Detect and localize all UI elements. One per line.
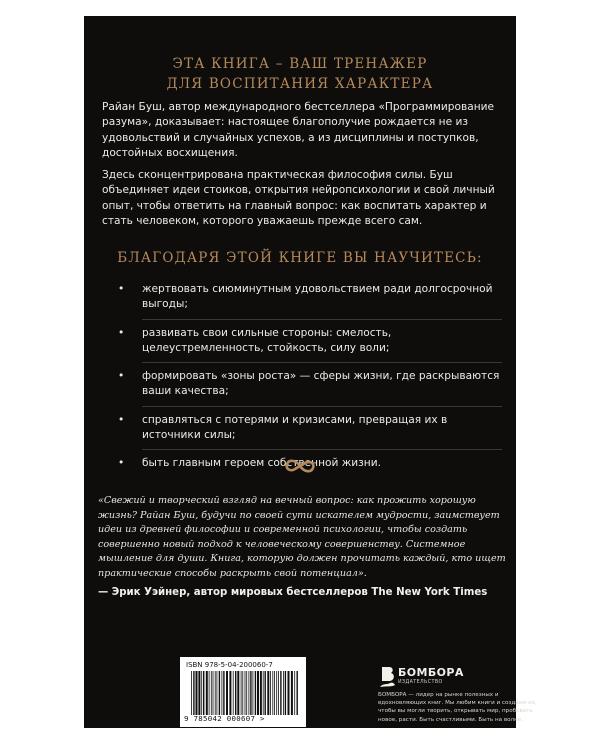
barcode-stripe: [253, 671, 254, 715]
heading-line-1: ЭТА КНИГА – ВАШ ТРЕНАЖЕР: [172, 56, 428, 72]
barcode-stripe: [241, 671, 242, 715]
list-item: [102, 369, 502, 400]
barcode-stripe: [226, 671, 228, 715]
barcode-stripe: [215, 671, 216, 715]
barcode-stripe: [283, 671, 284, 715]
barcode-stripe: [280, 671, 281, 715]
barcode-stripe: [255, 671, 256, 715]
list-item: [102, 326, 502, 357]
infinity-icon: [280, 456, 320, 476]
barcode-stripe: [297, 671, 298, 715]
barcode-stripe: [191, 671, 192, 715]
barcode-stripe: [229, 671, 231, 715]
barcode-stripe: [294, 671, 295, 715]
list-item-text: развивать свои сильные стороны: смелость, целеустремленность, стойкость, силу воли;: [142, 326, 392, 354]
intro-paragraph: Райан Буш, автор международного бестселлера «Программирование разума», доказывает: настоящее благополучие рождается не из удовольствий и случайных успехов, а из дисциплины и поступков, достойных восхищения.: [102, 101, 495, 159]
barcode-stripe: [206, 671, 208, 715]
list-item-text: формировать «зоны роста» — сферы жизни, где раскрываются ваши качества;: [142, 370, 500, 398]
skills-list: [102, 282, 502, 472]
bullet-dot: •: [118, 370, 125, 383]
barcode-stripe: [213, 671, 214, 715]
barcode-stripe: [291, 671, 293, 715]
barcode-bars: [190, 671, 300, 715]
isbn-text: ISBN 978-5-04-200060-7: [186, 661, 273, 669]
list-item: [102, 413, 502, 444]
barcode-stripe: [203, 671, 204, 715]
barcode-stripe: [274, 671, 275, 715]
barcode-stripe: [242, 671, 243, 715]
barcode-stripe: [209, 671, 210, 715]
divider: [142, 406, 502, 407]
publisher-subtitle: ИЗДАТЕЛЬСТВО: [398, 680, 443, 685]
barcode-stripe: [288, 671, 290, 715]
barcode-stripe: [222, 671, 223, 715]
barcode-number: 9 785042 000607 >: [184, 714, 265, 723]
divider: [142, 362, 502, 363]
barcode-stripe: [249, 671, 250, 715]
quote-author: — Эрик Уэйнер, автор мировых бестселлеров The New York Times: [98, 587, 488, 598]
review-quote: «Свежий и творческий взгляд на вечный вопрос: как прожить хорошую жизнь? Райан Буш, будучи по своей сути искателем мудрости, заимствует идеи из древней философии и современной психологии, чтобы создать совершенно новый подход к человеческому совершенству. Системное мышление для души. Книга, которую должен прочитать каждый, кто ищет практические способы раскрыть свой потенциал».: [98, 495, 506, 579]
barcode-stripe: [246, 671, 247, 715]
barcode-stripe: [235, 671, 236, 715]
bullet-dot: •: [118, 326, 125, 339]
barcode-stripe: [211, 671, 212, 715]
barcode-stripe: [219, 671, 220, 715]
barcode-stripe: [270, 671, 271, 715]
barcode-stripe: [237, 671, 239, 715]
barcode-stripe: [285, 671, 286, 715]
back-cover: [84, 16, 537, 728]
publisher-logo-icon: [378, 666, 396, 688]
barcode-stripe: [263, 671, 264, 715]
barcode-stripe: [267, 671, 269, 715]
list-item-text: справляться с потерями и кризисами, превращая их в источники силы;: [142, 413, 448, 442]
barcode-stripe: [223, 671, 224, 715]
philosophy-paragraph: Здесь сконцентрирована практическая философия силы. Буш объединяет идеи стоиков, открытия нейропсихологии и свой личный опыт, чтобы ответить на главный вопрос: как воспитать характер и стать человеком, которого уважаешь прежде всего сам.: [102, 169, 495, 227]
bullet-dot: •: [118, 283, 125, 295]
heading-line-2: ДЛЯ ВОСПИТАНИЯ ХАРАКТЕРА: [166, 76, 434, 92]
barcode-stripe: [193, 671, 194, 715]
barcode-stripe: [257, 671, 259, 715]
barcode-stripe: [201, 671, 202, 715]
main-heading: [84, 54, 516, 94]
barcode-stripe: [276, 671, 277, 715]
list-item-text: быть главным героем собственной жизни.: [142, 457, 381, 470]
barcode-stripe: [233, 671, 234, 715]
barcode-label: [180, 657, 306, 727]
list-item-text: жертвовать сиюминутным удовольствием ради долгосрочной выгоды;: [142, 283, 493, 311]
barcode-stripe: [196, 671, 198, 715]
bullet-dot: •: [118, 457, 125, 470]
bullet-dot: •: [118, 413, 125, 426]
barcode-stripe: [272, 671, 273, 715]
barcode-stripe: [245, 671, 246, 715]
barcode-stripe: [217, 671, 218, 715]
barcode-stripe: [250, 671, 251, 715]
barcode-stripe: [260, 671, 262, 715]
list-item: [102, 282, 502, 313]
publisher-description: БОМБОРА — лидер на рынке полезных и вдохновляющих книг. Мы любим книги и создаем их, чтобы вы могли творить, открывать мир, пробовать новое, расти. Быть счастливыми. Быть на волне.: [378, 692, 537, 723]
learn-heading: БЛАГОДАРЯ ЭТОЙ КНИГЕ ВЫ НАУЧИТЕСЬ:: [117, 250, 483, 266]
publisher-name: БОМБОРА: [398, 666, 464, 679]
barcode-stripe: [265, 671, 266, 715]
divider: [142, 449, 502, 450]
barcode-stripe: [198, 671, 200, 715]
divider: [142, 319, 502, 320]
barcode-stripe: [278, 671, 279, 715]
